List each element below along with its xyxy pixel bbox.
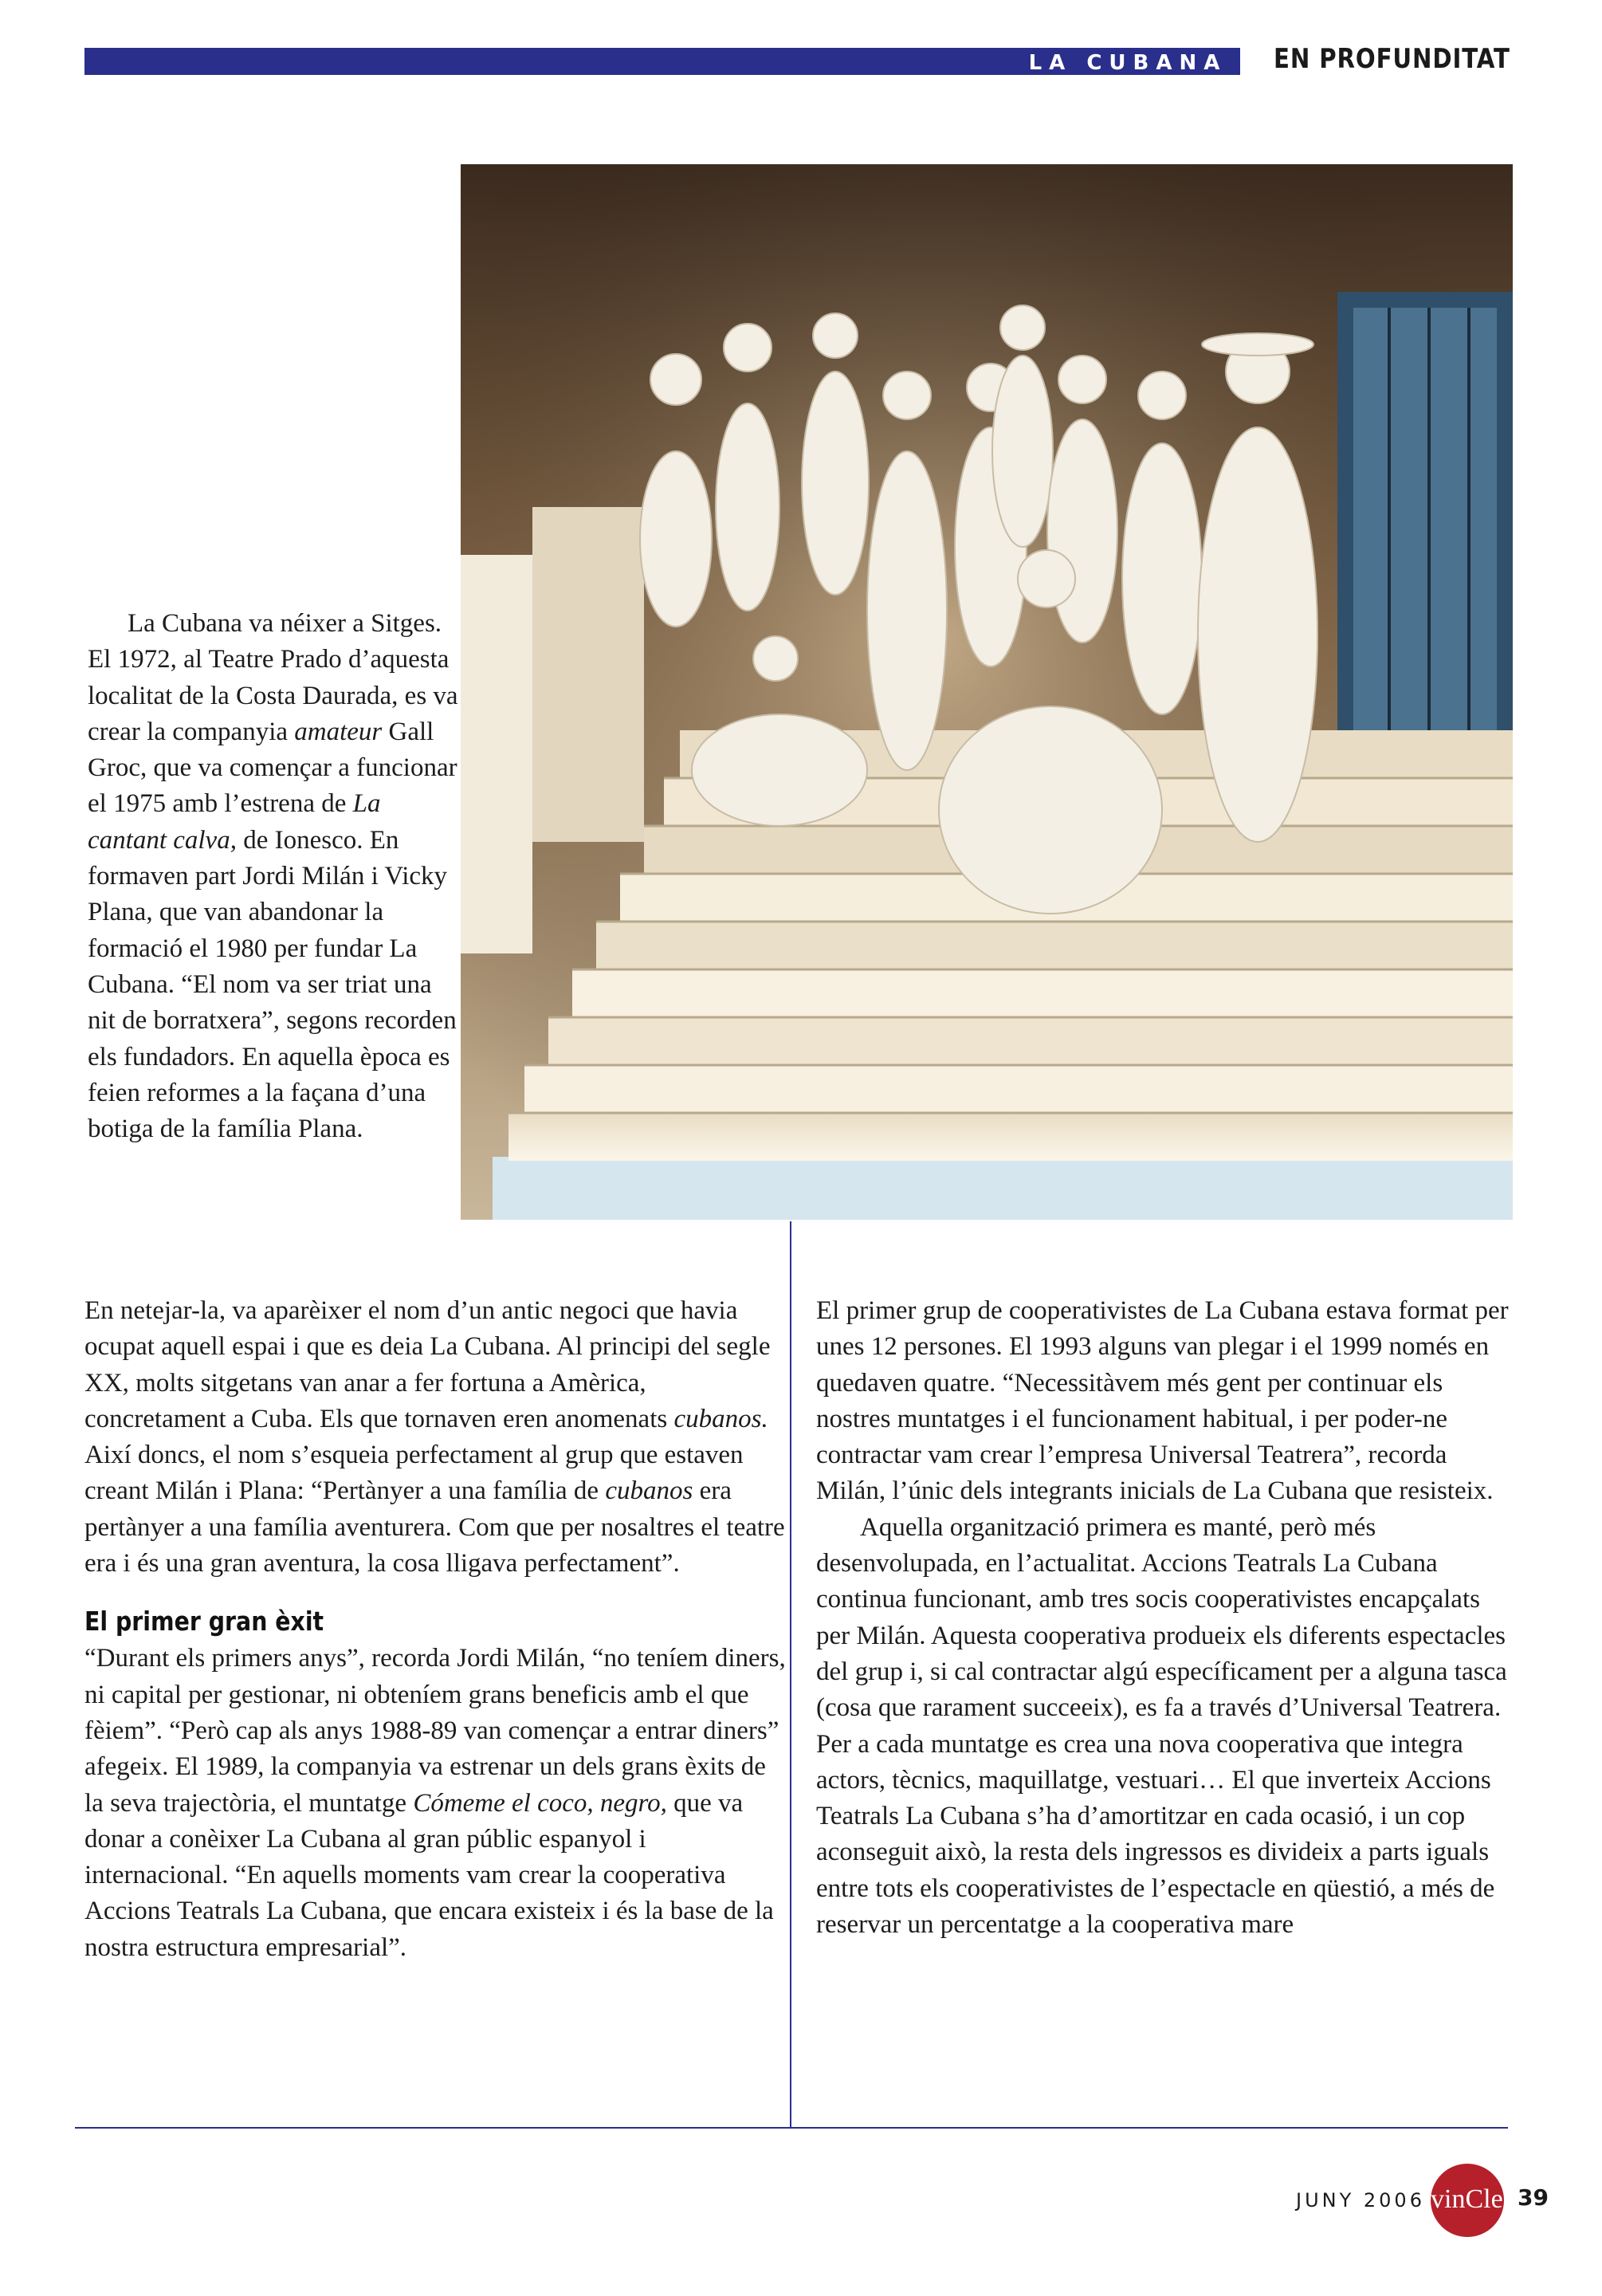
magazine-logo xyxy=(1431,2164,1514,2237)
article-left-column xyxy=(84,1293,786,1966)
left-paragraph-2: “Durant els primers anys”, recorda Jordi Milán, “no teníem diners, ni capital per gestionar, ni obteníem grans beneficis amb el que fèiem”. “Però cap als anys 1988-89 van començar a entrar diners” afegeix. El 1989, la companyia va estrenar un dels grans èxits de la seva trajectòria, el muntatge Cómeme el coco, negro, que va donar a conèixer La Cubana al gran públic espanyol i internacional. “En aquells moments vam crear la cooperativa Accions Teatrals La Cubana, que encara existeix i és la base de la nostra estructura empresarial”. xyxy=(84,1644,786,1962)
cast-photo xyxy=(461,164,1513,1220)
issue-date: JUNY 2006 xyxy=(1296,2189,1425,2211)
article-right-column xyxy=(816,1293,1518,1943)
column-divider xyxy=(790,1221,791,2127)
section-label: EN PROFUNDITAT xyxy=(1274,43,1510,75)
intro-paragraph: La Cubana va néixer a Sitges. El 1972, al Teatre Prado d’aquesta localitat de la Costa Daurada, es va crear la companyia amateur Gall Groc, que va començar a funcionar el 1975 amb l’estrena de La cantant calva, de Ionesco. En formaven part Jordi Milán i Vicky Plana, que van abandonar la formació el 1980 per fundar La Cubana. “El nom va ser triat una nit de borratxera”, segons recorden els fundadors. En aquella època es feien reformes a la façana d’una botiga de la família Plana. xyxy=(88,609,458,1144)
magazine-logo-text: vinCles xyxy=(1431,2184,1514,2214)
section-heading: El primer gran èxit xyxy=(84,1606,324,1637)
page-number: 39 xyxy=(1518,2184,1549,2211)
right-paragraph-1: El primer grup de cooperativistes de La Cubana estava format per unes 12 persones. El 1993 alguns van plegar i el 1999 només en quedaven quatre. “Necessitàvem més gent per continuar els nostres muntatges i el funcionament habitual, i per poder-ne contractar vam crear l’empresa Universal Teatrera”, recorda Milán, l’únic dels integrants inicials de La Cubana que resisteix. xyxy=(816,1296,1509,1506)
section-title: LA CUBANA xyxy=(1028,51,1227,75)
right-paragraph-2: Aquella organització primera es manté, però més desenvolupada, en l’actualitat. Accions Teatrals La Cubana continua funcionant, amb tres socis cooperativistes encapçalats per Milán. Aquesta cooperativa produeix els diferents espectacles del grup i, si cal contractar algú específicament per a alguna tasca (cosa que rarament succeeix), es fa a través d’Universal Teatrera. Per a cada muntatge es crea una nova cooperativa que integra actors, tècnics, maquillatge, vestuari… El que inverteix Accions Teatrals La Cubana s’ha d’amortitzar en cada ocasió, i un cop aconseguit això, la resta dels ingressos es divideix a parts iguals entre tots els cooperativistes de l’espectacle en qüestió, a més de reservar un percentatge a la cooperativa mare xyxy=(816,1512,1507,1940)
article-intro xyxy=(88,606,462,1147)
left-paragraph-1: En netejar-la, va aparèixer el nom d’un antic negoci que havia ocupat aquell espai i que es deia La Cubana. Al principi del segle XX, molts sitgetans van anar a fer fortuna a Amèrica, concretament a Cuba. Els que tornaven eren anomenats cubanos. Així doncs, el nom s’esqueia perfectament al grup que estaven creant Milán i Plana: “Pertànyer a una família de cubanos era pertànyer a una família aventurera. Com que per nosaltres el teatre era i és una gran aventura, la cosa lligava perfectament”. xyxy=(84,1296,785,1578)
bottom-rule xyxy=(75,2127,1508,2129)
